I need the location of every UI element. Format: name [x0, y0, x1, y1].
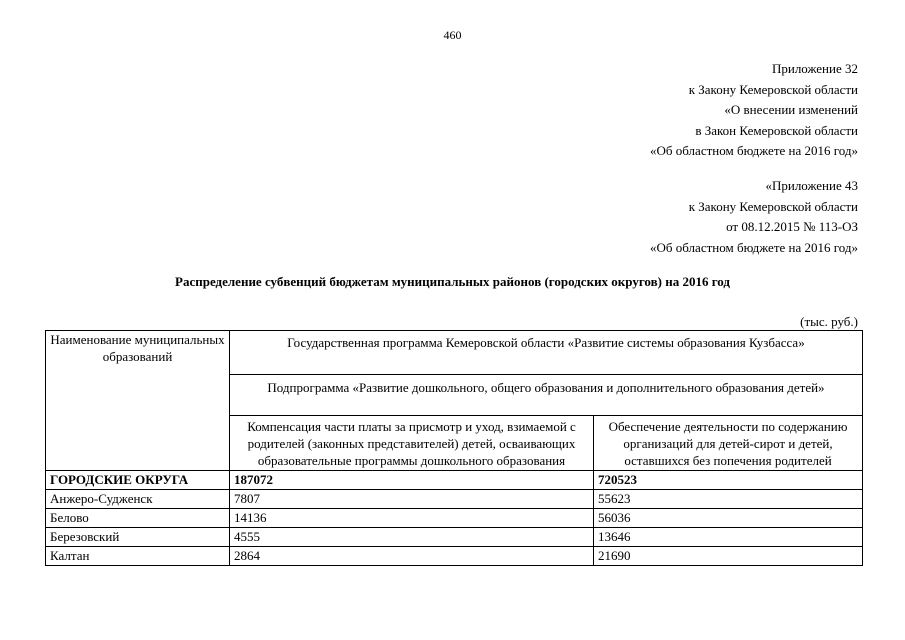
cell-value: 14136 — [230, 509, 594, 528]
appendix-line: «О внесении изменений — [724, 102, 858, 117]
cell-value: 187072 — [230, 471, 594, 490]
cell-value: 720523 — [594, 471, 863, 490]
cell-name: Калтан — [46, 547, 230, 566]
header-row-program — [46, 331, 863, 375]
cell-name: Анжеро-Судженск — [46, 490, 230, 509]
table-row — [46, 547, 863, 566]
appendix-line: «Об областном бюджете на 2016 год» — [650, 239, 858, 255]
cell-name: Белово — [46, 509, 230, 528]
header-municipality: Наименование муниципальных образований — [46, 331, 230, 471]
cell-value: 2864 — [230, 547, 594, 566]
appendix-line: в Закон Кемеровской области — [695, 122, 858, 138]
appendix-line: к Закону Кемеровской области — [688, 81, 858, 97]
cell-value: 13646 — [594, 528, 863, 547]
budget-table — [45, 330, 863, 566]
cell-value: 21690 — [594, 547, 863, 566]
cell-name: ГОРОДСКИЕ ОКРУГА — [46, 471, 230, 490]
cell-value: 55623 — [594, 490, 863, 509]
appendix-line: от 08.12.2015 № 113-ОЗ — [726, 219, 858, 234]
table-row — [46, 490, 863, 509]
appendix-line: «Приложение 43 — [765, 178, 858, 193]
document-title: Распределение субвенций бюджетам муниципальных районов (городских округов) на 2016 год — [175, 274, 730, 289]
appendix-line: Приложение 32 — [771, 61, 858, 76]
page-number: 460 — [443, 28, 462, 42]
table-row — [46, 528, 863, 547]
appendix-block — [650, 59, 858, 162]
unit-note: (тыс. руб.) — [800, 314, 858, 329]
appendix-line: к Закону Кемеровской области — [688, 198, 858, 214]
table-row — [46, 509, 863, 528]
cell-value: 56036 — [594, 509, 863, 528]
cell-value: 7807 — [230, 490, 594, 509]
header-orphan-support: Обеспечение деятельности по содержанию организаций для детей-сирот и детей, оставшихся без попечения родителей — [594, 416, 863, 471]
cell-name: Березовский — [46, 528, 230, 547]
cell-value: 4555 — [230, 528, 594, 547]
original-appendix-block — [650, 176, 858, 258]
appendix-line: «Об областном бюджете на 2016 год» — [650, 143, 858, 158]
header-program: Государственная программа Кемеровской области «Развитие системы образования Кузбасса» — [230, 331, 863, 375]
header-subprogram: Подпрограмма «Развитие дошкольного, общего образования и дополнительного образования детей» — [230, 375, 863, 416]
table-row-total — [46, 471, 863, 490]
header-compensation: Компенсация части платы за присмотр и уход, взимаемой с родителей (законных представителей) детей, осваивающих образовательные программы дошкольного образования — [230, 416, 594, 471]
